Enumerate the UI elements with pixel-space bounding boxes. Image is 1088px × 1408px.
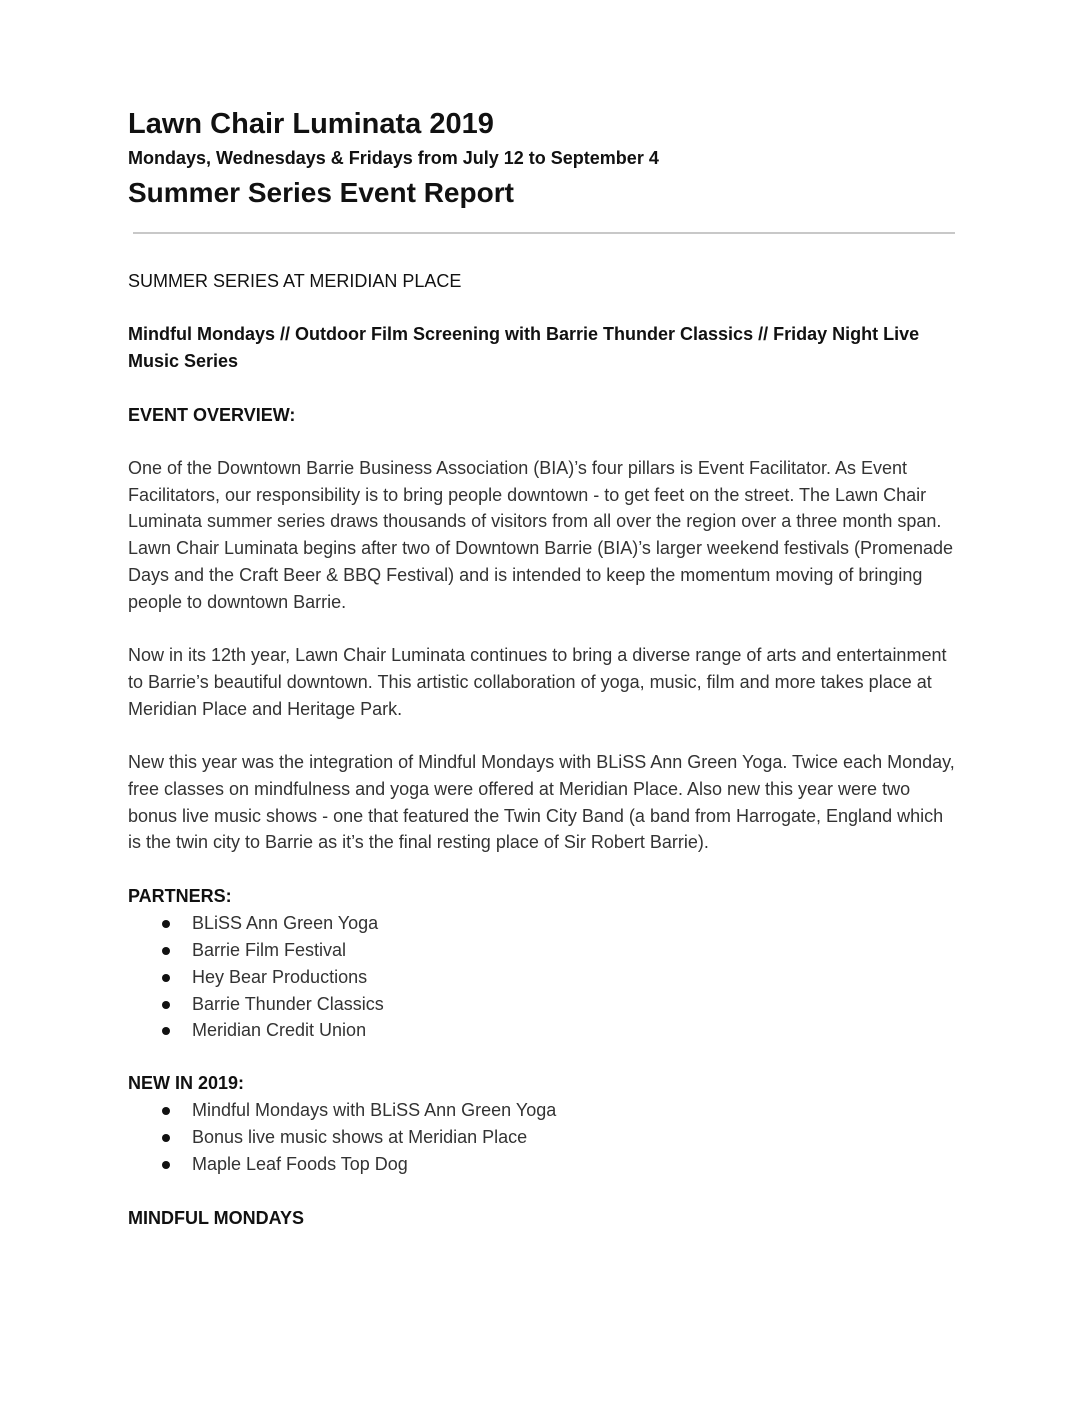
list-item: [158, 1097, 958, 1124]
partner-name: BLiSS Ann Green Yoga: [192, 913, 379, 934]
horizontal-divider: [133, 232, 955, 234]
document-page: [128, 106, 958, 1232]
partner-name: Barrie Thunder Classics: [192, 993, 384, 1014]
list-item: [158, 910, 958, 937]
new-items-list: [128, 1097, 958, 1177]
partners-list: [128, 910, 958, 1044]
partner-name: Hey Bear Productions: [192, 966, 368, 987]
overview-paragraph: One of the Downtown Barrie Business Association (BIA)’s four pillars is Event Facilitator. As Event Facilitators, our responsibility is to bring people downtown - to get feet on the street. The Lawn Chair Luminata summer series draws thousands of visitors from all over the region over a three month span. Lawn Chair Luminata begins after two of Downtown Barrie (BIA)’s larger weekend festivals (Promenade Days and the Craft Beer & BBQ Festival) and is intended to keep the momentum moving of bringing people to downtown Barrie.: [128, 458, 954, 612]
list-item: [158, 964, 958, 991]
bullet-icon: [162, 1107, 170, 1115]
bullet-icon: [162, 1134, 170, 1142]
overview-paragraph: Now in its 12th year, Lawn Chair Luminata continues to bring a diverse range of arts and entertainment to Barrie’s beautiful downtown. This artistic collaboration of yoga, music, film and more takes place at Meridian Place and Heritage Park.: [128, 645, 947, 719]
list-item: [158, 1151, 958, 1178]
mindful-mondays-heading: MINDFUL MONDAYS: [128, 1207, 305, 1228]
overview-heading: EVENT OVERVIEW:: [128, 405, 296, 425]
partners-heading: PARTNERS:: [128, 886, 232, 907]
document-title: Lawn Chair Luminata 2019: [128, 108, 494, 140]
bullet-icon: [162, 1001, 170, 1009]
location-heading: SUMMER SERIES AT MERIDIAN PLACE: [128, 271, 462, 291]
bullet-icon: [162, 974, 170, 982]
list-item: [158, 991, 958, 1018]
bullet-icon: [162, 947, 170, 955]
new-item: Mindful Mondays with BLiSS Ann Green Yoga: [192, 1100, 557, 1121]
list-item: [158, 1017, 958, 1044]
bullet-icon: [162, 920, 170, 928]
partner-name: Barrie Film Festival: [192, 939, 347, 960]
report-title: Summer Series Event Report: [128, 177, 514, 208]
partner-name: Meridian Credit Union: [192, 1020, 367, 1041]
list-item: [158, 1124, 958, 1151]
overview-paragraph: New this year was the integration of Mindful Mondays with BLiSS Ann Green Yoga. Twice each Monday, free classes on mindfulness and yoga were offered at Meridian Place. Also new this year were two bonus live music shows - one that featured the Twin City Band (a band from Harrogate, England which is the twin city to Barrie as it’s the final resting place of Sir Robert Barrie).: [128, 752, 955, 853]
bullet-icon: [162, 1027, 170, 1035]
list-item: [158, 937, 958, 964]
new-heading: NEW IN 2019:: [128, 1073, 245, 1094]
new-item: Bonus live music shows at Meridian Place: [192, 1126, 528, 1147]
event-dates: Mondays, Wednesdays & Fridays from July 12 to September 4: [128, 148, 659, 168]
new-item: Maple Leaf Foods Top Dog: [192, 1153, 408, 1174]
bullet-icon: [162, 1161, 170, 1169]
series-line: Mindful Mondays // Outdoor Film Screening with Barrie Thunder Classics // Friday Night Live Music Series: [128, 324, 920, 371]
